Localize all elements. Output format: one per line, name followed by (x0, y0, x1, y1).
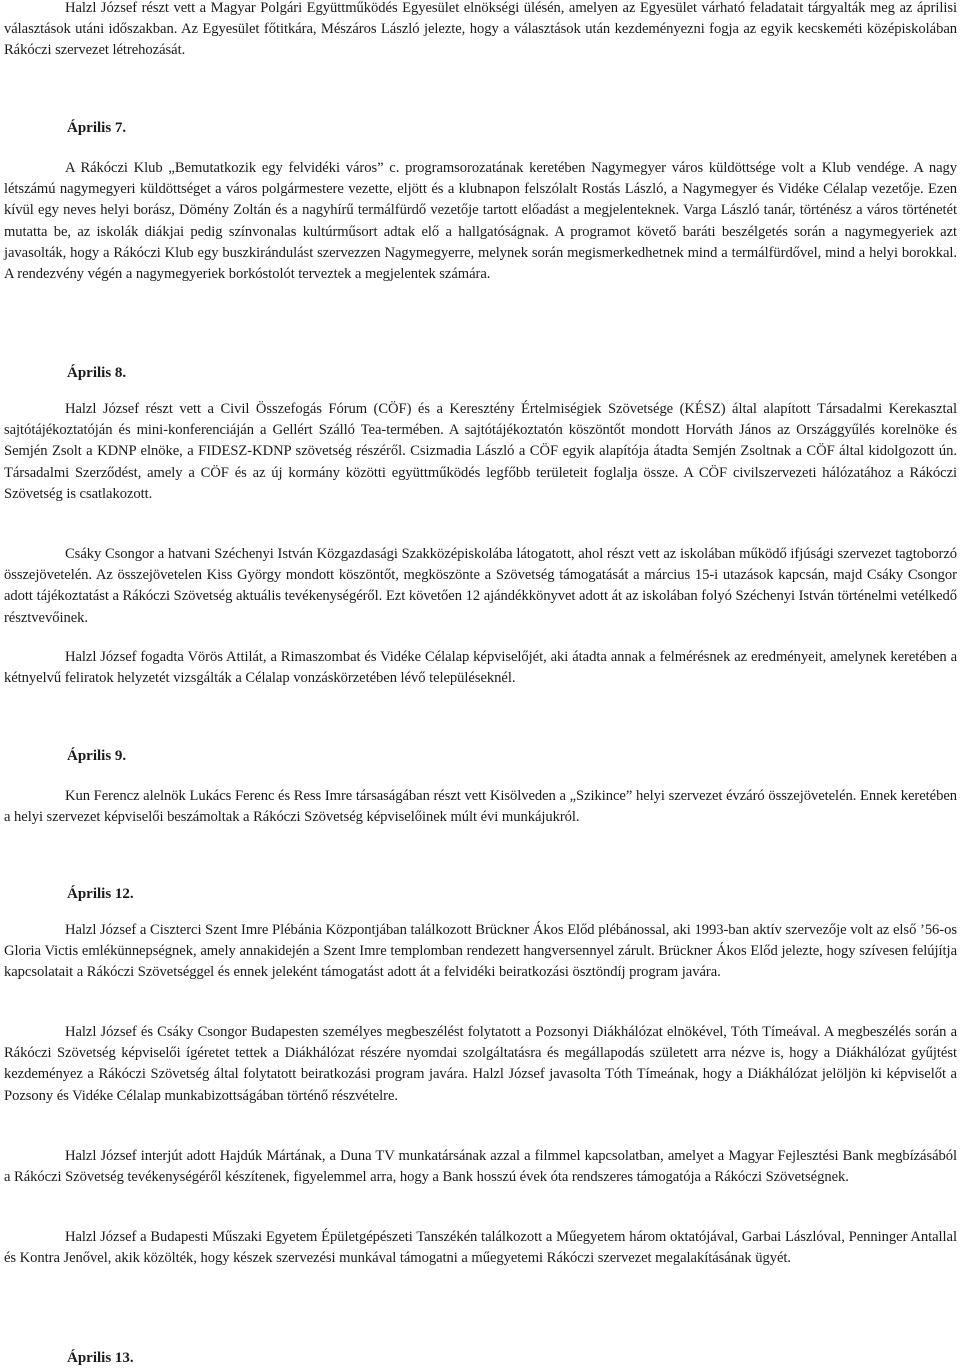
paragraph-april-12-2: Halzl József és Csáky Csongor Budapesten személyes megbeszélést folytatott a Pozsonyi Diákhálózat elnökével, Tóth Tímeával. A megbeszélés során a Rákóczi Szövetség képviselői ígéretet tettek a Diákhálózat részére nyomdai szolgáltatásra és megállapodás született arra nézve is, hogy a Diákhálózat gyűjtést kezdeményez a Rákóczi Szövetség által folytatott beiratkozási program javára. Halzl József javasolta Tóth Tímeának, hogy a Diákhálózat jelöljön ki képviselőt a Pozsony és Vidéke Célalap munkabizottságában történő részvételre. (4, 1024, 957, 1104)
paragraph-april-9-1: Kun Ferencz alelnök Lukács Ferenc és Ress Imre társaságában részt vett Kisölveden a „Szikince” helyi szervezet évzáró összejövetelén. Ennek keretében a helyi szervezet képviselői beszámoltak a Rákóczi Szövetség képviselőinek múlt évi munkájukról. (4, 788, 957, 826)
paragraph-april-8-2: Csáky Csongor a hatvani Széchenyi István Közgazdasági Szakközépiskolába látogatott, ahol részt vett az iskolában működő ifjúsági szervezet tagtoborzó összejövetelén. Az összejövetelen Kiss György mondott köszöntőt, megköszönte a Szövetség támogatását a március 15-i utazások kapcsán, majd Csáky Csongor adott tájékoztatást a Rákóczi Szövetség aktuális tevékenységéről. Ezt követően 12 ajándékkönyvet adott át az iskolában folyó Széchenyi István történelmi vetélkedő résztvevőinek. (4, 546, 957, 626)
paragraph-april-12-3: Halzl József interjút adott Hajdúk Mártának, a Duna TV munkatársának azzal a filmmel kapcsolatban, amelyet a Magyar Fejlesztési Bank megbízásából a Rákóczi Szövetség tevékenységéről készítenek, figyelemmel arra, hogy a Bank hosszú évek óta rendszeres támogatója a Rákóczi Szövetségnek. (4, 1148, 957, 1186)
heading-april-13: Április 13. (67, 1350, 134, 1366)
paragraph-april-7-1: A Rákóczi Klub „Bemutatkozik egy felvidéki város” c. programsorozatának keretében Nagymegyer város küldöttsége volt a Klub vendége. A nagy létszámú nagymegyeri küldöttséget a város polgármestere vezette, eljött és a klubnapon felszólalt Rostás László, a Nagymegyer és Vidéke Célalap vezetője. Ezen kívül egy neves helyi borász, Dömény Zoltán és a nagyhírű termálfürdő vezetője tartott előadást a megjelenteknek. Varga László tanár, történész a város történetét mutatta be, az iskolák diákjai pedig színvonalas kultúrműsort adtak elő a hallgatóságnak. A programot követő baráti beszélgetés során a nagymegyeriek azt javasolták, hogy a Rákóczi Klub egy buszkirándulást szervezzen Nagymegyerre, melynek során megismerkedhetnek mind a termálfürdővel, mind a helyi borokkal. A rendezvény végén a nagymegyeriek borkóstolót terveztek a megjelentek számára. (4, 160, 957, 283)
heading-april-8: Április 8. (67, 365, 127, 381)
heading-april-7: Április 7. (67, 120, 127, 136)
paragraph-intro: Halzl József részt vett a Magyar Polgári Együttműködés Egyesület elnökségi ülésén, amelyen az Egyesület várható feladatait tárgyalták meg az áprilisi választások utáni időszakban. Az Egyesület főtitkára, Mészáros László jelezte, hogy a választások után kezdeményezni fogja az egyik kecskeméti középiskolában Rákóczi szervezet létrehozását. (4, 0, 957, 59)
paragraph-april-12-1: Halzl József a Ciszterci Szent Imre Plébánia Központjában találkozott Brückner Ákos Előd plébánossal, aki 1993-ban aktív szervezője volt az első ’56-os Gloria Victis emlékünnepségnek, amely annakidején a Szent Imre templomban rendezett hangversennyel zárult. Brückner Ákos Előd jelezte, hogy szívesen felújítja kapcsolatait a Rákóczi Szövetséggel és ennek jeleként támogatást adott át a felvidéki beiratkozási ösztöndíj program javára. (4, 922, 957, 981)
paragraph-april-8-1: Halzl József részt vett a Civil Összefogás Fórum (CÖF) és a Keresztény Értelmiségiek Szövetsége (KÉSZ) által alapított Társadalmi Kerekasztal sajtótájékoztatóján és mini-konferenciáján a Gellért Szálló Tea-termében. A sajtótájékoztatón köszöntőt mondott Horváth János az Országgyűlés korelnöke és Semjén Zsolt a KDNP elnöke, a FIDESZ-KDNP szövetség részéről. Csizmadia László a CÖF egyik alapítója átadta Semjén Zsoltnak a CÖF által kidolgozott ún. Társadalmi Szerződést, amely a CÖF és az új kormány közötti együttműködés legfőbb területeit foglalja össze. A CÖF civilszervezeti hálózatához a Rákóczi Szövetség is csatlakozott. (4, 401, 957, 502)
heading-april-12: Április 12. (67, 886, 134, 902)
paragraph-april-12-4: Halzl József a Budapesti Műszaki Egyetem Épületgépészeti Tanszékén találkozott a Műegyetem három oktatójával, Garbai Lászlóval, Penninger Antallal és Kontra Jenővel, akik közölték, hogy készek szervezési munkával támogatni a műegyetemi Rákóczi szervezet megalakításának ügyét. (4, 1229, 957, 1267)
heading-april-9: Április 9. (67, 748, 127, 764)
paragraph-april-8-3: Halzl József fogadta Vörös Attilát, a Rimaszombat és Vidéke Célalap képviselőjét, aki átadta annak a felmérésnek az eredményeit, amelynek keretében a kétnyelvű feliratok helyzetét vizsgálták a Célalap vonzáskörzetében lévő településeknél. (4, 649, 957, 687)
